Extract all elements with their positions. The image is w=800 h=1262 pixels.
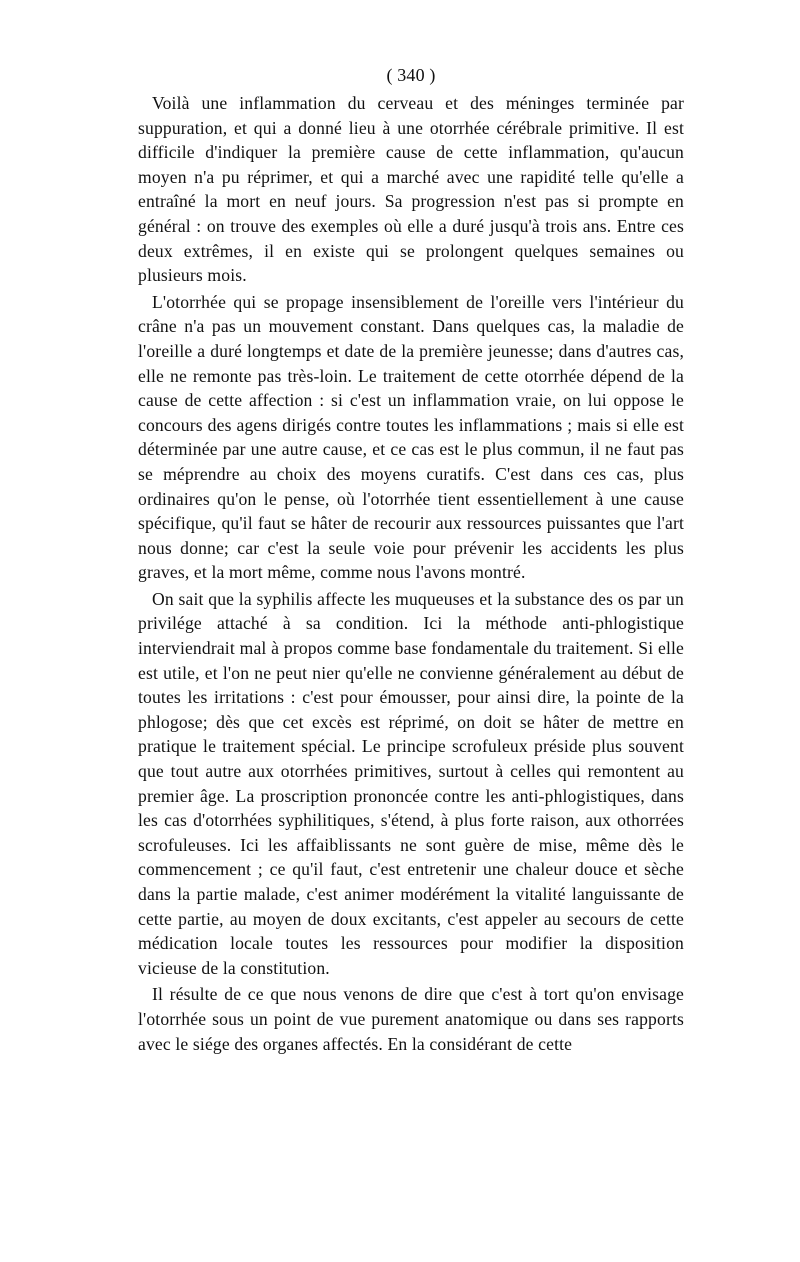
paragraph-3: On sait que la syphilis affecte les muqueuses et la substance des os par un privilége attaché à sa condition. Ici la méthode anti-phlogistique interviendrait mal à propos comme base fondamentale du traitement. Si elle est utile, et l'on ne peut nier qu'elle ne convienne généralement au début de toutes les irritations : c'est pour émousser, pour ainsi dire, la pointe de la phlogose; dès que cet excès est réprimé, on doit se hâter de mettre en pratique le traitement spécial. Le principe scrofuleux préside plus souvent que tout autre aux otorrhées primitives, surtout à celles qui remontent au premier âge. La proscription prononcée contre les anti-phlogistiques, dans les cas d'otorrhées syphilitiques, s'étend, à plus forte raison, aux othorrées scrofuleuses. Ici les affaiblissants ne sont guère de mise, même dès le commencement ; ce qu'il faut, c'est entretenir une chaleur douce et sèche dans la partie malade, c'est animer modérément la vitalité languissante de cette partie, au moyen de doux excitants, c'est appeler au secours de cette médication locale toutes les ressources pour modifier la disposition vicieuse de la constitution. xyxy=(138,588,684,978)
paragraph-4: Il résulte de ce que nous venons de dire que c'est à tort qu'on envisage l'otorrhée sous un point de vue purement anatomique ou dans ses rapports avec le siége des organes affectés. En la considérant de cette xyxy=(138,984,684,1054)
paragraph-1: Voilà une inflammation du cerveau et des méninges terminée par suppuration, et qui a donné lieu à une otorrhée cérébrale primitive. Il est difficile d'indiquer la première cause de cette inflammation, qu'aucun moyen n'a pu réprimer, et qui a marché avec une rapidité telle qu'elle a entraîné la mort en neuf jours. Sa progression n'est pas si prompte en général : on trouve des exemples où elle a duré jusqu'à trois ans. Entre ces deux extrêmes, il en existe qui se prolongent quelques semaines ou plusieurs mois. xyxy=(138,93,684,286)
paragraph-2: L'otorrhée qui se propage insensiblement de l'oreille vers l'intérieur du crâne n'a pas un mouvement constant. Dans quelques cas, la maladie de l'oreille a duré longtemps et date de la première jeunesse; dans d'autres cas, elle ne remonte pas très-loin. Le traitement de cette otorrhée dépend de la cause de cette affection : si c'est un inflammation vraie, on lui oppose le concours des agens dirigés contre toutes les inflammations ; mais si elle est déterminée par une autre cause, et ce cas est le plus commun, il ne faut pas se méprendre au choix des moyens curatifs. C'est dans ces cas, plus ordinaires qu'on le pense, où l'otorrhée tient essentiellement à une cause spécifique, qu'il faut se hâter de recourir aux ressources puissantes que l'art nous donne; car c'est la seule voie pour prévenir les accidents les plus graves, et la mort même, comme nous l'avons montré. xyxy=(138,291,684,583)
book-page xyxy=(138,62,684,1056)
page-number: ( 340 ) xyxy=(386,65,436,85)
